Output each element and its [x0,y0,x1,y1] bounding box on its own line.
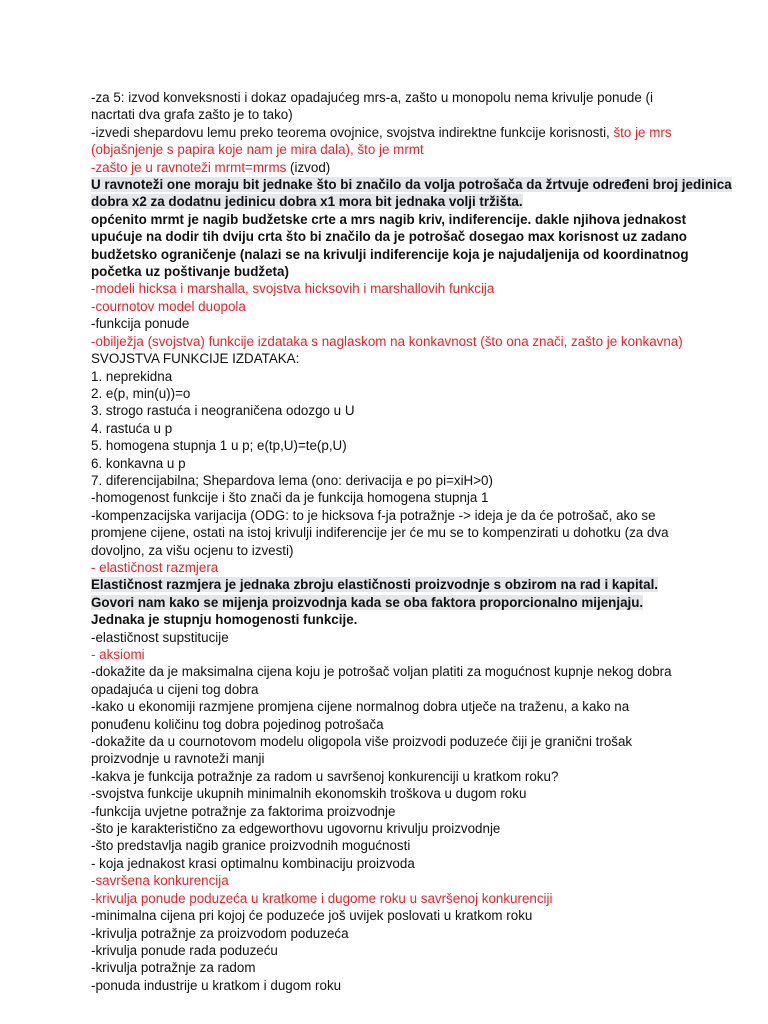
text-line [91,803,691,820]
text-line-content: -modeli hicksa i marshalla, svojstva hicksovih i marshallovih funkcija [91,281,495,297]
text-line-content: -što predstavlja nagib granice proizvodnih mogućnosti [91,838,411,854]
text-line-content: - koja jednakost krasi optimalnu kombinaciju proizvoda [91,855,415,871]
text-line-content: -svojstva funkcije ukupnih minimalnih ekonomskih troškova u dugom roku [91,786,527,802]
text-line [91,420,691,437]
text-line [91,368,691,385]
text-line-content: ponuđenu količinu tog dobra pojedinog potrošača [91,716,384,732]
text-line-content: U ravnoteži one moraju bit jednake što bi značilo da volja potrošača da žrtvuje određeni broj jedinica [91,177,732,193]
text-line-content: -savršena konkurencija [91,873,229,889]
text-line [91,333,691,350]
text-line [91,402,691,419]
text-line [91,716,691,733]
text-line [91,542,691,559]
text-line [91,785,691,802]
text-line-content: - elastičnost razmjera [91,559,219,575]
text-line-content: -za 5: izvod konveksnosti i dokaz opadajućeg mrs-a, zašto u monopolu nema krivulje ponude (i [91,90,653,105]
text-line-content: 7. diferencijabilna; Shepardova lema (ono: derivacija e po pi=xiH>0) [91,472,493,488]
text-line [91,681,691,698]
text-line [91,594,691,611]
text-line-content: općenito mrmt je nagib budžetske crte a mrs nagib kriv, indiferencije. dakle njihova jednakost [91,211,687,227]
text-line [91,159,691,176]
text-line [91,507,691,524]
text-line [91,820,691,837]
text-line [91,559,691,576]
text-line-content: 1. neprekidna [91,368,173,384]
text-line [91,280,691,297]
text-line [91,837,691,854]
text-line-tail: što je mrs [613,124,672,140]
text-line [91,959,691,976]
text-line [91,768,691,785]
text-line-content: -krivulja potražnje za radom [91,960,256,976]
text-line [91,350,691,367]
text-line [91,489,691,506]
text-line-content: 3. strogo rastuća i neograničena odozgo u U [91,403,355,419]
text-line [91,698,691,715]
text-line-content: -minimalna cijena pri kojoj će poduzeće još uvijek poslovati u kratkom roku [91,908,533,924]
text-line-content: proizvodnje u ravnoteži manji [91,751,265,767]
text-line-content: Elastičnost razmjera je jednaka zbroju elastičnosti proizvodnje s obzirom na rad i kapital. [91,577,659,593]
text-line-content: dobra x2 za dodatnu jedinicu dobra x1 mora bit jednaka volji tržišta. [91,194,523,210]
text-line [91,942,691,959]
text-line [91,211,691,228]
text-line [91,472,691,489]
text-line-content: -dokažite da u cournotovom modelu oligopola više proizvodi poduzeće čiji je granični trošak [91,734,633,750]
text-line [91,907,691,924]
text-line [91,124,691,141]
text-line-content: opadajuća u cijeni tog dobra [91,681,259,697]
text-line [91,611,691,628]
text-line-content: budžetsko ograničenje (nalazi se na krivulji indiferencije koja je najudaljenija od koordinatnog [91,246,689,262]
text-line-content: početka uz poštivanje budžeta) [91,264,289,280]
text-line-content: -ponuda industrije u kratkom i dugom roku [91,977,342,993]
document-body [91,89,732,994]
text-line [91,629,691,646]
text-line [91,141,691,158]
text-line [91,193,691,210]
text-line-content: -homogenost funkcije i što znači da je funkcija homogena stupnja 1 [91,490,489,506]
text-line [91,89,691,106]
text-line-content: -što je karakteristično za edgeworthovu ugovornu krivulju proizvodnje [91,821,501,837]
text-line-content: -krivulja ponude rada poduzeću [91,942,278,958]
text-line-content: -kako u ekonomiji razmjene promjena cijene normalnog dobra utječe na traženu, a kako na [91,699,630,715]
text-line-content: dovoljno, za višu ocjenu to izvesti) [91,542,294,558]
text-line [91,385,691,402]
text-line [91,872,691,889]
text-line-content: -krivulja potražnje za proizvodom poduzeća [91,925,349,941]
text-line [91,576,691,593]
text-line [91,176,732,193]
text-line [91,890,691,907]
text-line-content: upućuje na dodir tih dviju crta što bi značilo da je potrošač dosegao max korisnost uz zadano [91,229,687,245]
text-line-content: 2. e(p, min(u))=o [91,385,191,401]
text-line-content: -izvedi shepardovu lemu preko teorema ovojnice, svojstva indirektne funkcije korisnosti, [91,124,614,140]
text-line-tail: (izvod) [286,159,331,175]
text-line-content: -dokažite da je maksimalna cijena koju je potrošač voljan platiti za mogućnost kupnje nekog dobra [91,664,672,680]
text-line-content: 6. konkavna u p [91,455,186,471]
text-line-content: -funkcija uvjetne potražnje za faktorima proizvodnje [91,803,396,819]
text-line-content: -cournotov model duopola [91,298,246,314]
text-line [91,733,691,750]
text-line-content: -zašto je u ravnoteži mrmt=mrms [91,159,287,175]
text-line [91,315,691,332]
text-line-content: (objašnjenje s papira koje nam je mira dala), što je mrmt [91,142,424,158]
text-line [91,263,691,280]
text-line-content: -elastičnost supstitucije [91,629,229,645]
text-line [91,106,691,123]
text-line-content: Jednaka je stupnju homogenosti funkcije. [91,612,358,628]
text-line [91,855,691,872]
text-line [91,455,691,472]
text-line [91,524,691,541]
text-line-content: Govori nam kako se mijenja proizvodnja kada se oba faktora proporcionalno mijenjaju. [91,594,644,610]
text-line-content: -kakva je funkcija potražnje za radom u savršenoj konkurenciji u kratkom roku? [91,768,559,784]
text-line [91,646,691,663]
text-line-content: nacrtati dva grafa zašto je to tako) [91,107,293,123]
text-line-content: SVOJSTVA FUNKCIJE IZDATAKA: [91,351,300,367]
text-line-content: - aksiomi [91,647,145,662]
text-line-content: -kompenzacijska varijacija (ODG: to je hicksova f-ja potražnje -> ideja je da će potrošač, ako se [91,507,656,523]
text-line [91,750,691,767]
text-line-content: -funkcija ponude [91,316,190,332]
text-line-content: -krivulja ponude poduzeća u kratkome i dugome roku u savršenoj konkurenciji [91,890,553,906]
text-line [91,246,691,263]
text-line-content: 4. rastuća u p [91,420,173,436]
text-line-content: -obilježja (svojstva) funkcije izdataka s naglaskom na konkavnost (što ona znači, zašto je konkavna) [91,333,683,349]
text-line [91,925,691,942]
text-line [91,228,691,245]
text-line-content: promjene cijene, ostati na istoj krivulji indiferencije jer će mu se to kompenzirati u dohotku (za dva [91,525,669,541]
text-line-content: 5. homogena stupnja 1 u p; e(tp,U)=te(p,U) [91,438,347,454]
text-line [91,663,691,680]
text-line [91,977,691,994]
text-line [91,437,691,454]
text-line [91,298,691,315]
